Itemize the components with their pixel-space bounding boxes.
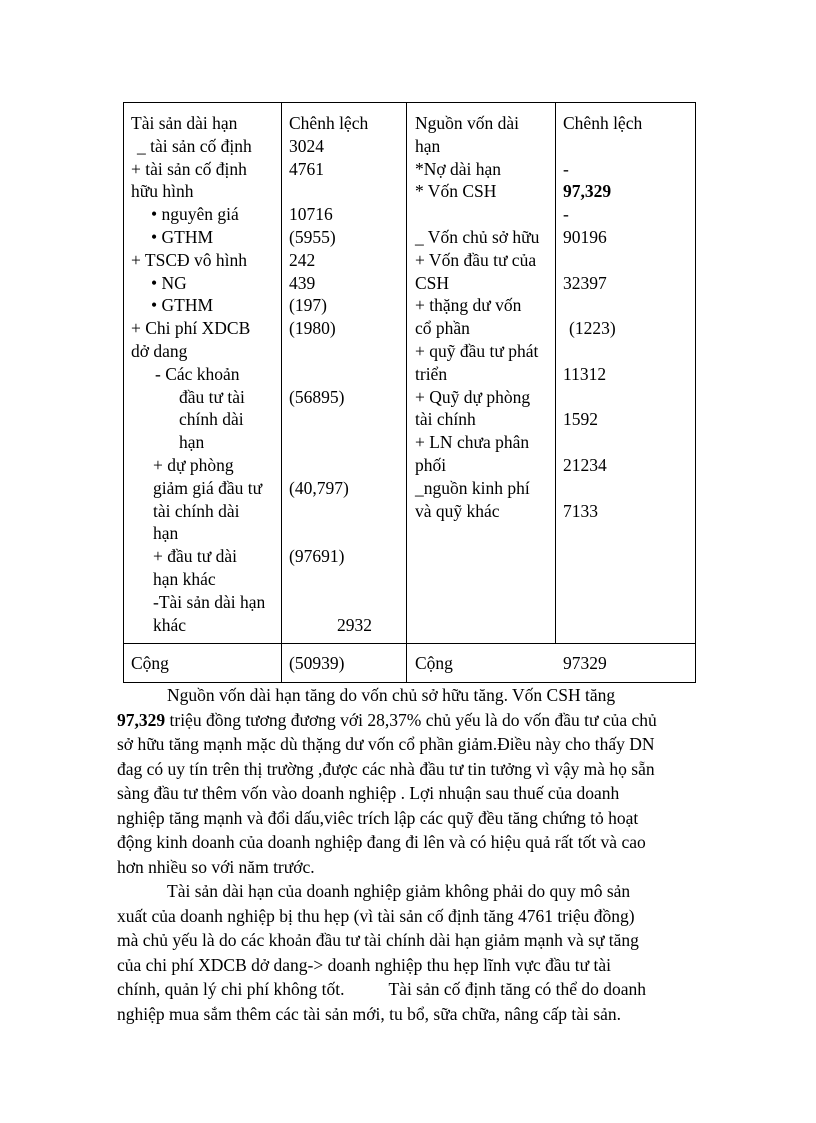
table-cell: hạn khác — [153, 568, 216, 589]
table-cell: 10716 — [289, 204, 333, 225]
paragraph-line-text: triệu đồng tương đương với 28,37% chủ yếu là do vốn đầu tư của chủ — [169, 709, 657, 730]
paragraph-line-text: Tài sản cố định tăng có thể do doanh — [388, 979, 647, 999]
table-cell: - — [563, 158, 569, 179]
table-cell: • GTHM — [151, 226, 214, 247]
table-divider-3 — [555, 102, 556, 644]
table-cell: _ Vốn chủ sở hữu — [415, 226, 540, 247]
table-cell: (197) — [289, 295, 327, 316]
table-cell: *Nợ dài hạn — [415, 158, 502, 179]
table-cell: 11312 — [563, 363, 607, 384]
table-cell — [289, 340, 372, 363]
table-cell: * Vốn CSH — [415, 181, 497, 202]
table-cell: chính dài — [179, 409, 244, 430]
table-border-right — [695, 102, 696, 683]
table-cell: tài chính — [415, 409, 476, 430]
table-cell: • GTHM — [151, 295, 214, 316]
table-border-top — [123, 102, 696, 103]
table-cell: đầu tư tài — [179, 386, 245, 407]
table-cell: 2932 — [337, 614, 372, 635]
table-cell — [289, 568, 372, 591]
table-cell: 3024 — [289, 135, 324, 156]
table-cell: dở dang — [131, 340, 188, 361]
table-cell: hạn — [153, 523, 179, 544]
col-assets-header: Tài sản dài hạn — [131, 113, 238, 133]
table-cell — [289, 363, 372, 386]
paragraph-line: động kinh doanh của doanh nghiệp đang đi lên và có hiệu quả rất tốt và cao — [117, 832, 646, 852]
table-cell: + LN chưa phân — [415, 432, 530, 453]
table-cell: 1592 — [563, 409, 598, 430]
table-cell — [563, 340, 642, 363]
table-cell: cổ phần — [415, 318, 470, 339]
paragraph-line: nghiệp tăng mạnh và đổi dấu,viêc trích lập các quỹ đều tăng chứng tỏ hoạt — [117, 807, 639, 828]
table-cell: (56895) — [289, 386, 345, 407]
col-sources-change-header: Chênh lệch — [563, 113, 643, 133]
table-cell — [563, 386, 642, 409]
table-cell — [289, 522, 372, 545]
paragraph-line: Nguồn vốn dài hạn tăng do vốn chủ sở hữu tăng. Vốn CSH tăng — [167, 685, 616, 705]
paragraph-line-text: chính, quản lý chi phí không tốt. — [117, 979, 345, 999]
col-assets — [131, 112, 265, 636]
table-cell: 90196 — [563, 226, 607, 247]
table-cell — [289, 591, 372, 614]
table-cell: + Chi phí XDCB — [131, 318, 251, 339]
table-divider-1 — [281, 102, 282, 683]
total-label-assets: Cộng — [131, 653, 169, 673]
table-cell — [289, 454, 372, 477]
paragraph-line: sở hữu tăng mạnh mặc dù thặng dư vốn cổ phần giảm.Điều này cho thấy DN — [117, 734, 655, 754]
table-cell: • nguyên giá — [151, 204, 239, 225]
table-cell: 439 — [289, 272, 316, 293]
table-divider-2 — [406, 102, 407, 683]
table-cell: + thặng dư vốn — [415, 295, 522, 316]
col-sources-header: Nguồn vốn dài — [415, 113, 520, 133]
paragraph-line: xuất của doanh nghiệp bị thu hẹp (vì tài sản cố định tăng 4761 triệu đồng) — [117, 905, 635, 926]
table-cell: (1980) — [289, 318, 336, 339]
table-cell: giảm giá đầu tư — [153, 477, 263, 498]
table-cell: _ tài sản cố định — [137, 135, 252, 156]
table-cell: - Các khoản — [155, 363, 240, 384]
total-value-sources: 97329 — [563, 653, 607, 673]
col-assets-change — [289, 112, 372, 636]
table-cell: và quỹ khác — [415, 500, 500, 521]
table-cell: 97,329 — [563, 181, 612, 202]
table-cell: 21234 — [563, 454, 607, 475]
balance-change-table — [123, 102, 696, 683]
table-cell: 242 — [289, 249, 316, 270]
col-sources-change — [563, 112, 642, 522]
table-cell: -Tài sản dài hạn — [153, 591, 266, 612]
table-cell: (40,797) — [289, 477, 349, 498]
col-sources-header-cont: hạn — [415, 135, 441, 156]
table-cell: hạn — [179, 432, 205, 453]
paragraph-line: Tài sản dài hạn của doanh nghiệp giảm không phải do quy mô sản — [167, 881, 631, 901]
paragraph-line: mà chủ yếu là do các khoản đầu tư tài chính dài hạn giảm mạnh và sự tăng — [117, 930, 639, 950]
table-cell: khác — [153, 614, 187, 635]
col-sources — [415, 112, 539, 522]
paragraph-line: đag có uy tín trên thị trường ,được các nhà đầu tư tin tưởng vì vậy mà họ sẵn — [117, 758, 655, 779]
paragraph-line: của chi phí XDCB dở dang-> doanh nghiệp thu hẹp lĩnh vực đầu tư tài — [117, 954, 611, 975]
paragraph-line: nghiệp mua sắm thêm các tài sản mới, tu bổ, sữa chữa, nâng cấp tài sản. — [117, 1003, 621, 1024]
total-value-assets: (50939) — [289, 653, 345, 673]
table-cell: + TSCĐ vô hình — [131, 249, 248, 270]
table-cell: + đầu tư dài — [153, 546, 237, 567]
table-cell: 7133 — [563, 500, 598, 521]
paragraph-line: hơn nhiều so với năm trước. — [117, 856, 315, 877]
table-cell: + tài sản cố định — [131, 158, 247, 179]
table-border-left — [123, 102, 124, 683]
table-cell: phối — [415, 454, 447, 475]
paragraph-line — [117, 977, 701, 1002]
table-cell: • NG — [151, 272, 187, 293]
total-label-sources: Cộng — [415, 653, 453, 673]
bold-value: 97,329 — [117, 709, 166, 730]
table-cell: + dự phòng — [153, 454, 234, 475]
table-cell: + Vốn đầu tư của — [415, 249, 537, 270]
table-cell — [563, 294, 642, 317]
table-cell: hữu hình — [131, 181, 194, 202]
paragraph-line: sàng đầu tư thêm vốn vào doanh nghiệp . Lợi nhuận sau thuế của doanh — [117, 783, 620, 803]
table-cell: triển — [415, 363, 448, 384]
table-cell — [563, 249, 642, 272]
table-cell: CSH — [415, 272, 450, 293]
table-cell: tài chính dài — [153, 500, 240, 521]
col-assets-change-header: Chênh lệch — [289, 113, 369, 133]
table-cell: - — [563, 204, 569, 225]
table-cell — [289, 431, 372, 454]
analysis-text — [117, 683, 701, 1026]
table-cell: 4761 — [289, 158, 324, 179]
table-cell — [415, 203, 539, 226]
table-cell: (1223) — [569, 318, 616, 339]
table-cell — [289, 408, 372, 431]
table-total-divider — [123, 643, 696, 644]
table-cell: + quỹ đầu tư phát — [415, 340, 539, 361]
table-cell: _nguồn kinh phí — [415, 477, 530, 498]
table-cell: + Quỹ dự phòng — [415, 386, 531, 407]
table-cell — [289, 180, 372, 203]
table-cell — [563, 477, 642, 500]
paragraph-line — [117, 708, 701, 733]
table-cell: (5955) — [289, 226, 336, 247]
table-cell: (97691) — [289, 546, 345, 567]
table-cell — [563, 431, 642, 454]
table-cell-blank — [563, 135, 642, 158]
table-cell — [289, 500, 372, 523]
table-cell: 32397 — [563, 272, 607, 293]
